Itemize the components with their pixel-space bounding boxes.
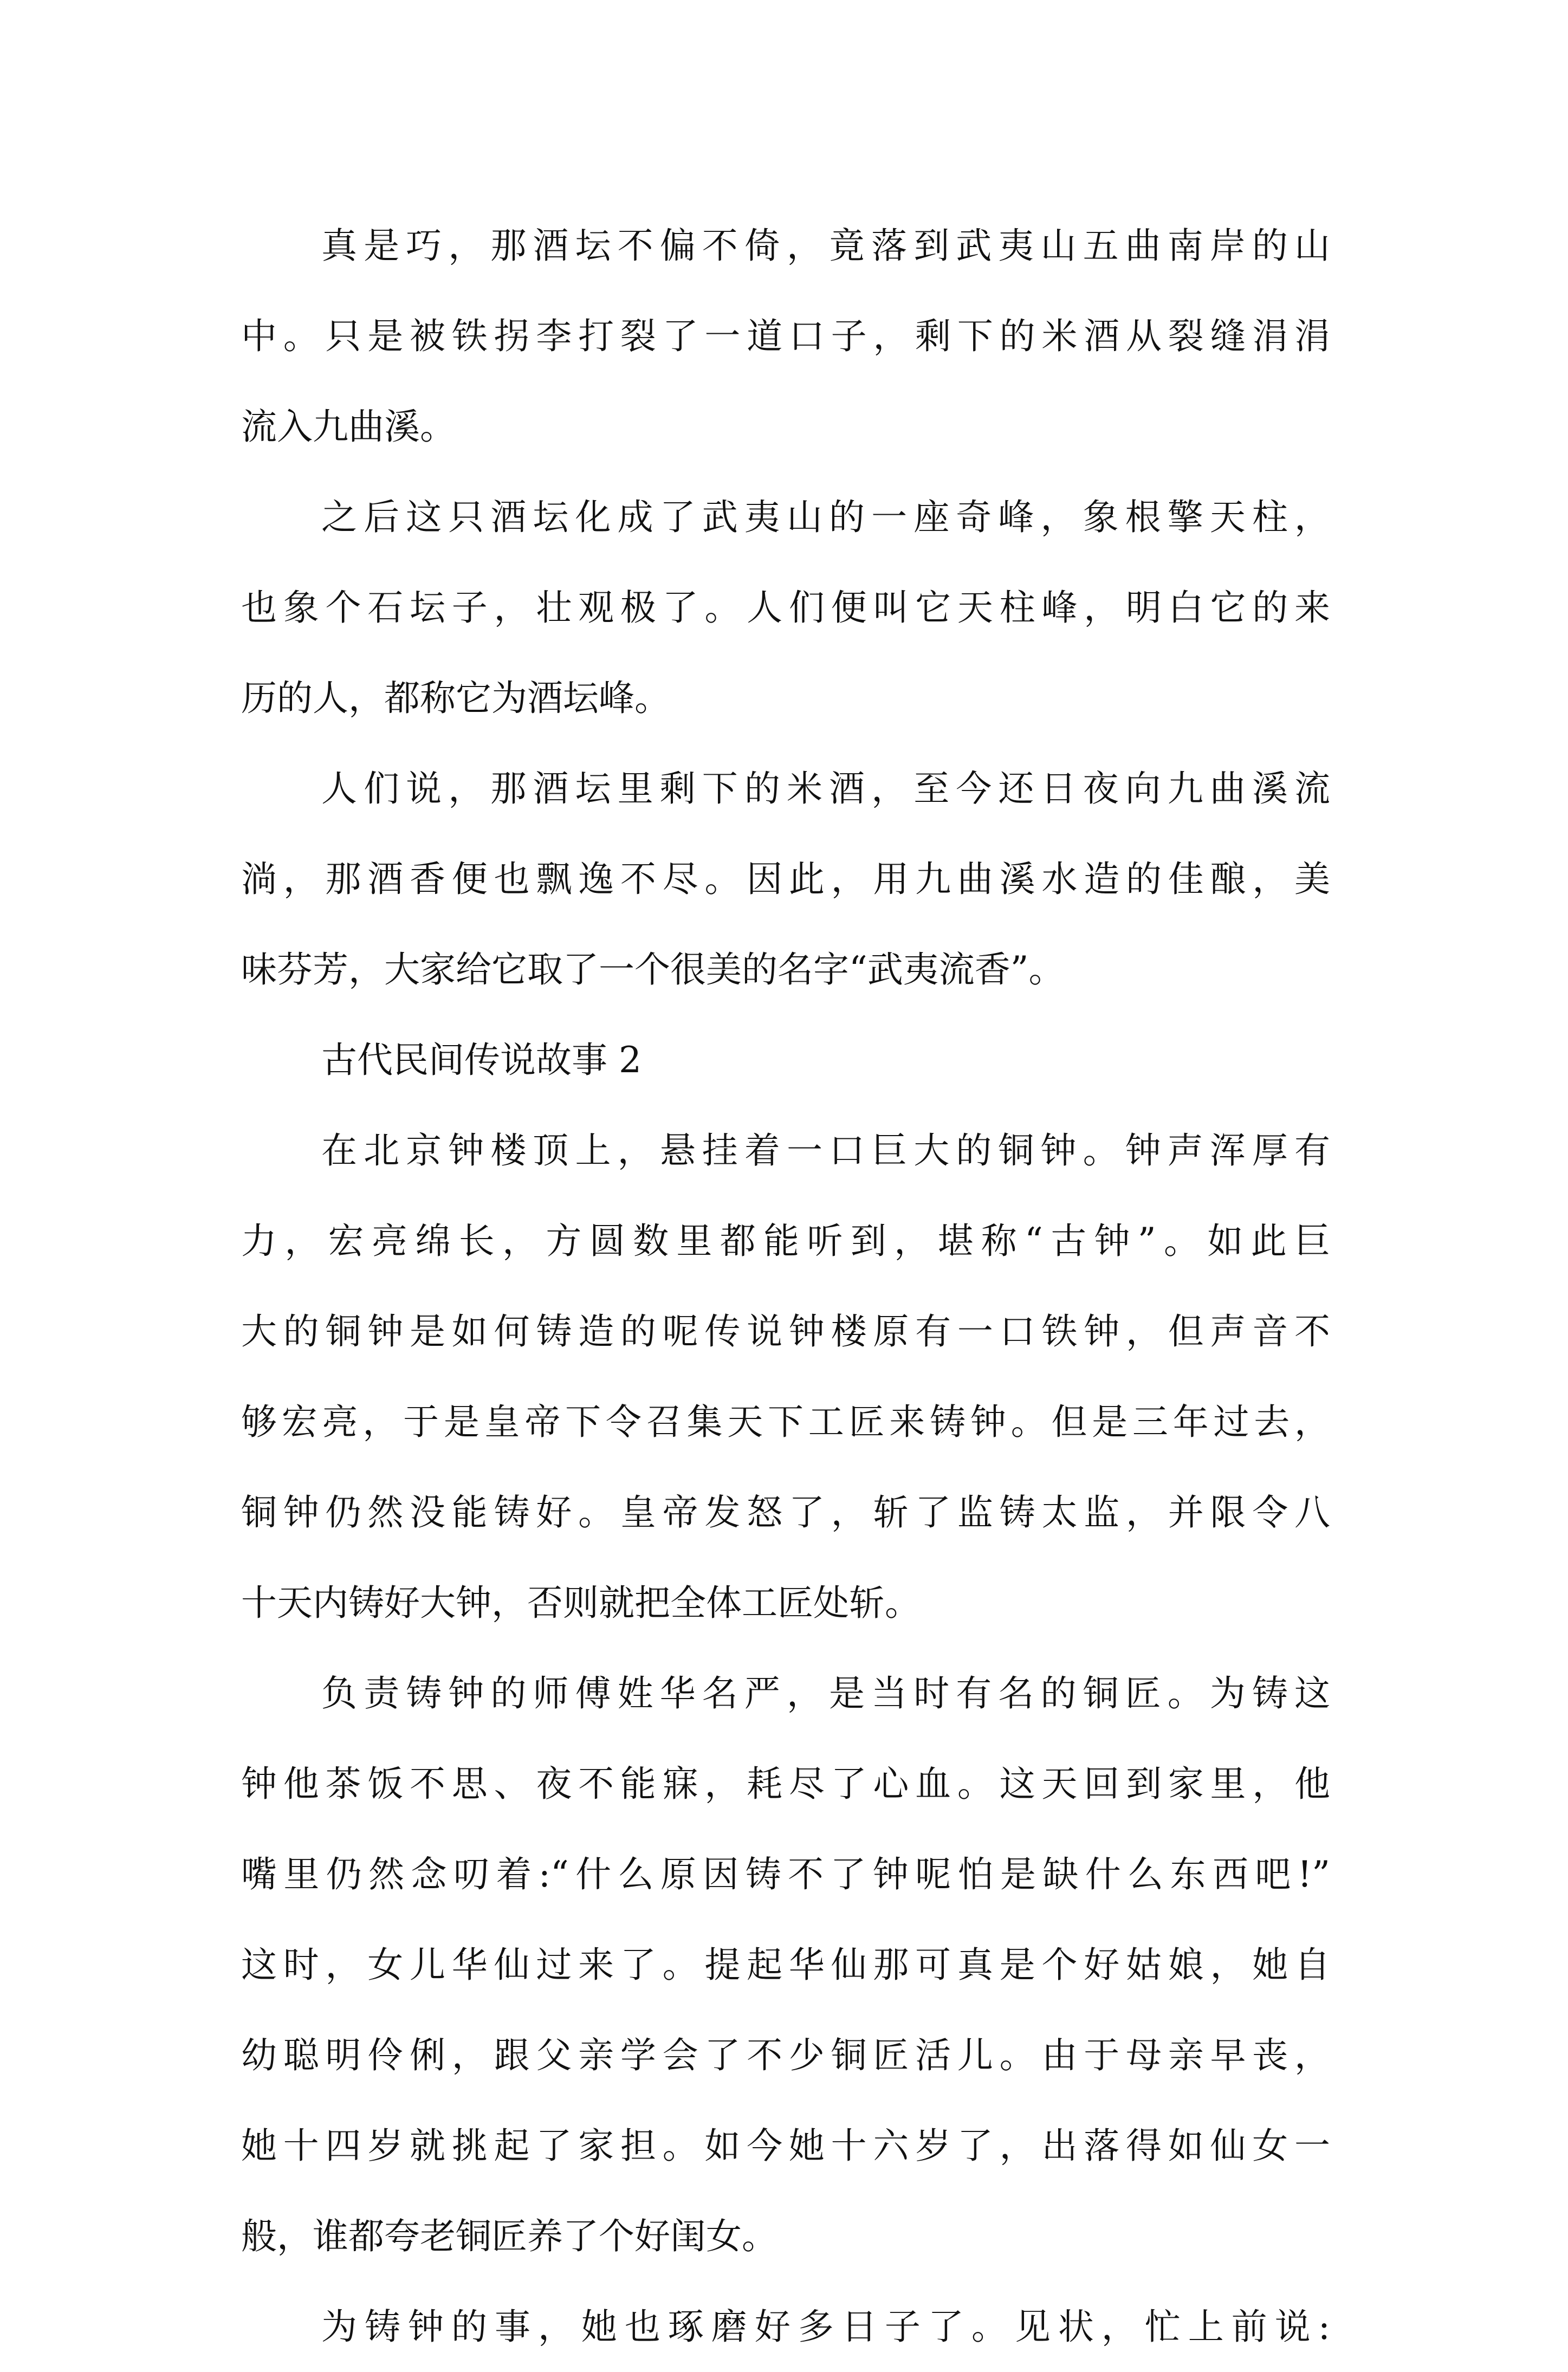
body-text bbox=[241, 200, 1330, 2372]
text-line: 嘴里仍然念叨着:“什么原因铸不了钟呢怕是缺什么东西吧!” bbox=[241, 1853, 1330, 1895]
text-line: 中。只是被铁拐李打裂了一道口子，剩下的米酒从裂缝涓涓 bbox=[241, 315, 1330, 357]
text-line: 十天内铸好大钟，否则就把全体工匠处斩。 bbox=[241, 1582, 921, 1624]
text-line: 淌，那酒香便也飘逸不尽。因此，用九曲溪水造的佳酿，美 bbox=[241, 858, 1330, 900]
text-line: 般，谁都夸老铜匠养了个好闺女。 bbox=[241, 2215, 777, 2257]
text-line: 铜钟仍然没能铸好。皇帝发怒了，斩了监铸太监，并限令八 bbox=[241, 1492, 1330, 1533]
text-line: 她十四岁就挑起了家担。如今她十六岁了，出落得如仙女一 bbox=[241, 2125, 1330, 2167]
text-line: 负责铸钟的师傅姓华名严，是当时有名的铜匠。为铸这 bbox=[321, 1673, 1330, 1714]
text-line: 够宏亮，于是皇帝下令召集天下工匠来铸钟。但是三年过去， bbox=[241, 1401, 1330, 1443]
text-line: 真是巧，那酒坛不偏不倚，竟落到武夷山五曲南岸的山 bbox=[321, 225, 1330, 267]
text-line: 之后这只酒坛化成了武夷山的一座奇峰，象根擎天柱， bbox=[321, 496, 1330, 538]
text-line: 这时，女儿华仙过来了。提起华仙那可真是个好姑娘，她自 bbox=[241, 1944, 1330, 1986]
text-line: 也象个石坛子，壮观极了。人们便叫它天柱峰，明白它的来 bbox=[241, 587, 1330, 628]
text-line: 在北京钟楼顶上，悬挂着一口巨大的铜钟。钟声浑厚有 bbox=[321, 1130, 1330, 1171]
text-line: 幼聪明伶俐，跟父亲学会了不少铜匠活儿。由于母亲早丧， bbox=[241, 2034, 1330, 2076]
text-line: 力，宏亮绵长，方圆数里都能听到，堪称“古钟”。如此巨 bbox=[241, 1220, 1330, 1262]
text-line: 流入九曲溪。 bbox=[241, 406, 456, 448]
text-line: 为铸钟的事，她也琢磨好多日子了。见状，忙上前说: bbox=[321, 2306, 1330, 2348]
text-line: 钟他茶饭不思、夜不能寐，耗尽了心血。这天回到家里，他 bbox=[241, 1763, 1330, 1805]
text-line: 历的人，都称它为酒坛峰。 bbox=[241, 677, 670, 719]
text-line: 味芬芳，大家给它取了一个很美的名字“武夷流香”。 bbox=[241, 949, 1065, 990]
text-line: 古代民间传说故事 2 bbox=[321, 1039, 642, 1081]
text-line: 人们说，那酒坛里剩下的米酒，至今还日夜向九曲溪流 bbox=[321, 768, 1330, 809]
text-line: 大的铜钟是如何铸造的呢传说钟楼原有一口铁钟，但声音不 bbox=[241, 1311, 1330, 1352]
